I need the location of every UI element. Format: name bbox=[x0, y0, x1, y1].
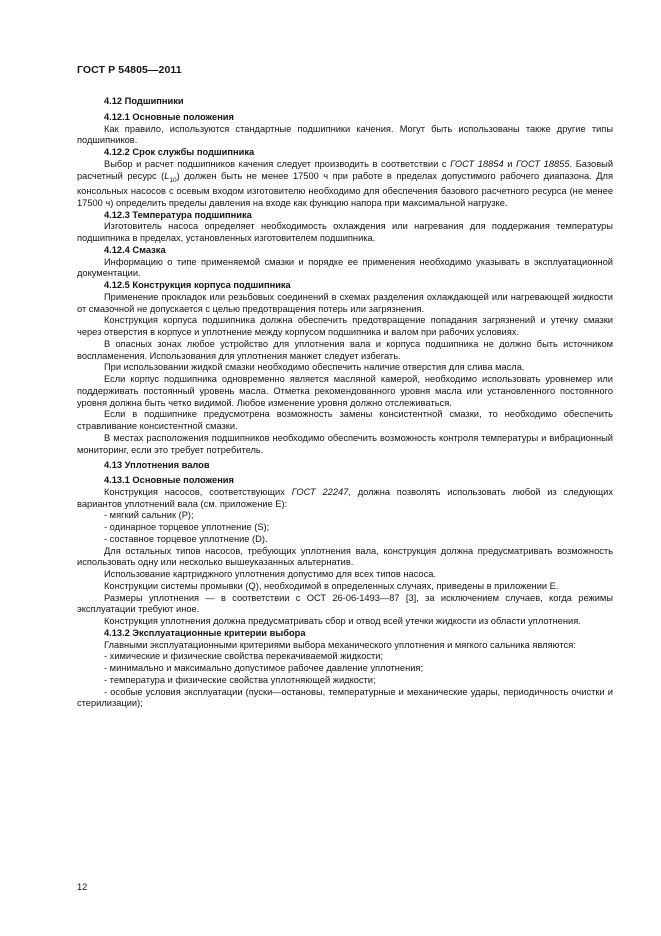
body-paragraph: Использование картриджного уплотнения допустимо для всех типов насоса. bbox=[104, 569, 436, 580]
section-heading: 4.12.3 Температура подшипника bbox=[104, 209, 252, 220]
body-paragraph: В местах расположения подшипников необходимо обеспечить возможность контроля температуры и вибрационный мониторинг, если это требует потребитель. bbox=[77, 432, 613, 455]
section-heading: 4.12 Подшипники bbox=[104, 96, 184, 106]
section-heading: 4.13 Уплотнения валов bbox=[104, 460, 210, 471]
body-paragraph: Применение прокладок или резьбовых соединений в схемах разделения охлаждающей или нагревающей жидкости от смазочной не допускается с целью предотвращения потерь или загрязнения. bbox=[77, 291, 613, 314]
list-item: - минимально и максимально допустимое рабочее давление уплотнения; bbox=[104, 663, 424, 674]
section-heading: 4.12.5 Конструкция корпуса подшипника bbox=[104, 280, 291, 291]
section-heading: 4.12.4 Смазка bbox=[104, 244, 166, 255]
section-heading: 4.12.2 Срок службы подшипника bbox=[104, 147, 255, 157]
body-paragraph: Выбор и расчет подшипников качения следует производить в соответствии с ГОСТ 18854 и ГОСТ 18855. Базовый расчетный ресурс $(L_{10})$ должен быть не менее 17500 ч при работе в пределах допустимого рабочего диапазона. Для консольных насосов с осевым входом изготовителю необходимо для обеспечения базового расчетного ресурса (не менее 17500 ч) определить пределы давления на входе как функцию напора при максимальной нагрузке. bbox=[77, 158, 614, 208]
page-header-title: ГОСТ Р 54805—2011 bbox=[77, 64, 182, 76]
list-item: - одинарное торцевое уплотнение (S); bbox=[104, 522, 270, 533]
body-paragraph: В опасных зонах любое устройство для уплотнения вала и корпуса подшипника не должно быть источником воспламенения. Использования для уплотнения манжет следует избегать. bbox=[77, 338, 613, 361]
body-paragraph: Конструкция уплотнения должна предусматривать сбор и отвод всей утечки жидкости из области уплотнения. bbox=[104, 616, 581, 627]
section-heading: 4.13.2 Эксплуатационные критерии выбора bbox=[104, 627, 306, 638]
body-paragraph: Для остальных типов насосов, требующих уплотнения вала, конструкция должна предусматривать возможность использовать одну или несколько вышеуказанных альтернатив. bbox=[77, 545, 613, 568]
list-item: - особые условия эксплуатации (пуски—остановы, температурные и механические удары, периодичность очистки и стерилизации); bbox=[77, 686, 613, 709]
body-paragraph: Изготовитель насоса определяет необходимость охлаждения или нагревания для поддержания температуры подшипника в пределах, установленных изготовителем подшипника. bbox=[77, 221, 613, 244]
body-paragraph: При использовании жидкой смазки необходимо обеспечить наличие отверстия для слива масла. bbox=[104, 362, 525, 373]
body-paragraph: Конструкция корпуса подшипника должна обеспечить предотвращение попадания загрязнений и утечку смазки через отверстия в корпусе и уплотнение между корпусом подшипника и валом при рабочих условиях. bbox=[77, 315, 613, 338]
body-paragraph: Конструкция насосов, соответствующих ГОСТ 22247, должна позволять использовать любой из следующих вариантов уплотнений вала (см. приложение Е): bbox=[77, 486, 614, 509]
body-paragraph: Конструкции системы промывки (Q), необходимой в определенных случаях, приведены в приложении Е. bbox=[104, 580, 559, 591]
page-number: 12 bbox=[77, 882, 88, 892]
body-paragraph: Если в подшипнике предусмотрена возможность замены консистентной смазки, то необходимо обеспечить стравливание консистентной смазки. bbox=[77, 409, 613, 432]
body-paragraph: Информацию о типе применяемой смазки и порядке ее применения необходимо указывать в эксплуатационной документации. bbox=[77, 256, 613, 279]
document-body bbox=[77, 92, 613, 710]
list-item: - температура и физические свойства уплотняющей жидкости; bbox=[104, 674, 376, 685]
list-item: - мягкий сальник (P); bbox=[104, 510, 194, 521]
list-item: - химические и физические свойства перекачиваемой жидкости; bbox=[104, 651, 384, 662]
section-heading: 4.13.1 Основные положения bbox=[104, 475, 234, 486]
body-paragraph: Размеры уплотнения — в соответствии с ОСТ 26-06-1493—87 [3], за исключением случаев, когда режимы эксплуатации требуют иное. bbox=[77, 592, 613, 615]
section-heading: 4.12.1 Основные положения bbox=[104, 111, 234, 122]
body-paragraph: Главными эксплуатационными критериями выбора механического уплотнения и мягкого сальника являются: bbox=[104, 639, 576, 650]
body-paragraph: Если корпус подшипника одновременно является масляной камерой, необходимо использовать уровнемер или поддерживать постоянный уровень масла. Отметка рекомендованного уровня масла или установленного постоянного уровня должна быть четко видимой. Любое изменение уровня должно отслеживаться. bbox=[77, 374, 613, 408]
body-paragraph: Как правило, используются стандартные подшипники качения. Могут быть использованы также другие типы подшипников. bbox=[77, 123, 613, 146]
list-item: - составное торцевое уплотнение (D). bbox=[104, 533, 268, 544]
